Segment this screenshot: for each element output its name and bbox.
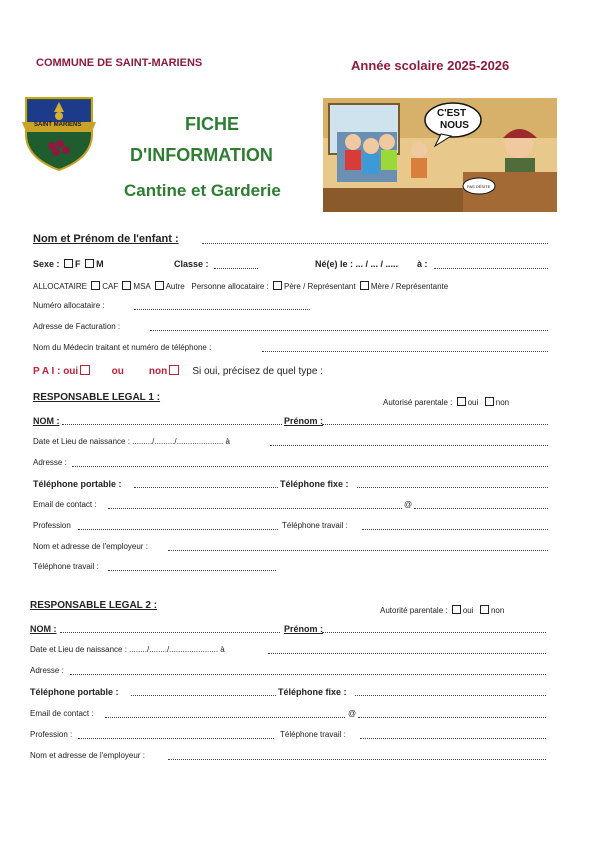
sexe-f-checkbox[interactable] [64, 259, 73, 268]
resp2-travail-field[interactable] [360, 738, 546, 739]
resp1-profession-field[interactable] [78, 529, 278, 530]
born-label: Né(e) le : ... / ... / ..... [315, 259, 399, 269]
resp2-fixe-field[interactable] [355, 695, 546, 696]
resp2-travail-label: Téléphone travail : [280, 730, 346, 739]
resp2-profession-field[interactable] [78, 738, 274, 739]
resp2-non-checkbox[interactable] [480, 605, 489, 614]
resp1-portable-label: Téléphone portable : [33, 479, 122, 489]
crest-logo [20, 92, 98, 172]
commune-name: COMMUNE DE SAINT-MARIENS [36, 57, 203, 69]
sexe-m-checkbox[interactable] [85, 259, 94, 268]
title-line-2: D'INFORMATION [130, 145, 273, 165]
resp2-nom-field[interactable] [60, 632, 280, 633]
resp2-email-label: Email de contact : [30, 709, 94, 718]
numero-alloc-field[interactable] [134, 309, 310, 310]
adresse-fact-label: Adresse de Facturation : [33, 322, 121, 331]
resp2-portable-label: Téléphone portable : [30, 687, 119, 697]
pere-checkbox[interactable] [273, 281, 282, 290]
msa-checkbox[interactable] [122, 281, 131, 290]
resp2-nom-label: NOM : [30, 624, 57, 634]
bubble-text-1: C'EST [437, 108, 467, 119]
resp1-at: @ [404, 500, 413, 509]
adresse-fact-field[interactable] [150, 330, 548, 331]
sexe-row: Sexe : F M [33, 259, 104, 269]
cartoon-illustration [323, 98, 557, 212]
resp2-prenom-label: Prénom : [284, 624, 324, 634]
resp2-portable-field[interactable] [131, 695, 276, 696]
resp1-fixe-label: Téléphone fixe : [280, 479, 349, 489]
resp1-portable-field[interactable] [134, 487, 278, 488]
resp2-email-local-field[interactable] [105, 717, 345, 718]
resp1-adresse-field[interactable] [72, 466, 548, 467]
resp1-lieu-field[interactable] [270, 445, 548, 446]
resp1-prenom-label: Prénom : [284, 416, 324, 426]
resp2-autorite: Autorité parentale : oui non [380, 606, 505, 615]
resp2-email-domain-field[interactable] [358, 717, 546, 718]
classe-field[interactable] [214, 268, 258, 269]
bubble-text-3: PAS DÉSITE [467, 184, 491, 189]
autre-checkbox[interactable] [155, 281, 164, 290]
resp1-email-label: Email de contact : [33, 500, 97, 509]
caf-checkbox[interactable] [91, 281, 100, 290]
medecin-field[interactable] [262, 351, 548, 352]
born-place-field[interactable] [434, 268, 548, 269]
resp1-prenom-field[interactable] [322, 424, 548, 425]
resp1-oui-checkbox[interactable] [457, 397, 466, 406]
resp1-travail-label: Téléphone travail : [282, 521, 348, 530]
mere-checkbox[interactable] [360, 281, 369, 290]
crest-text: SAINT MARIENS [34, 122, 82, 128]
medecin-label: Nom du Médecin traitant et numéro de téléphone : [33, 343, 212, 352]
resp1-nom-label: NOM : [33, 416, 60, 426]
resp2-title: RESPONSABLE LEGAL 2 : [30, 600, 158, 611]
resp2-fixe-label: Téléphone fixe : [278, 687, 347, 697]
resp2-oui-checkbox[interactable] [452, 605, 461, 614]
bubble-text-2: NOUS [440, 120, 469, 131]
subtitle: Cantine et Garderie [124, 181, 281, 200]
resp2-profession-label: Profession : [30, 730, 73, 739]
resp2-adresse-field[interactable] [70, 674, 546, 675]
resp2-employeur-label: Nom et adresse de l'employeur : [30, 751, 145, 760]
resp2-prenom-field[interactable] [322, 632, 546, 633]
resp2-employeur-field[interactable] [168, 759, 546, 760]
allocataire-row: ALLOCATAIRE CAF MSA Autre Personne allocataire : Père / Représentant Mère / Représentante [33, 282, 449, 291]
pai-row: P A I : oui ou non Si oui, précisez de quel type : [33, 366, 323, 377]
resp1-profession-label: Profession [33, 521, 71, 530]
classe-label: Classe : [174, 259, 209, 269]
resp1-email-local-field[interactable] [108, 508, 402, 509]
resp1-employeur-label: Nom et adresse de l'employeur : [33, 542, 148, 551]
pai-oui-checkbox[interactable] [80, 365, 90, 375]
resp2-at: @ [348, 709, 357, 718]
resp1-travail-field[interactable] [362, 529, 548, 530]
resp2-lieu-field[interactable] [268, 653, 546, 654]
resp1-email-domain-field[interactable] [414, 508, 548, 509]
resp1-title: RESPONSABLE LEGAL 1 : [33, 392, 161, 403]
resp1-nom-field[interactable] [62, 424, 282, 425]
title-line-1: FICHE [185, 114, 239, 134]
resp1-travail2-label: Téléphone travail : [33, 562, 99, 571]
numero-alloc-label: Numéro allocataire : [33, 301, 105, 310]
resp1-autorite: Autorisé parentale : oui non [383, 398, 510, 407]
resp2-date-label: Date et Lieu de naissance : ......../......../...................... à [30, 645, 225, 654]
school-year: Année scolaire 2025-2026 [351, 58, 510, 73]
resp1-employeur-field[interactable] [168, 550, 548, 551]
resp2-adresse-label: Adresse : [30, 666, 64, 675]
born-at-label: à : [417, 259, 428, 269]
resp1-adresse-label: Adresse : [33, 458, 67, 467]
resp1-date-label: Date et Lieu de naissance : ........./........./..................... à [33, 437, 230, 446]
child-name-label: Nom et Prénom de l'enfant : [33, 233, 179, 245]
resp1-fixe-field[interactable] [357, 487, 548, 488]
pai-non-checkbox[interactable] [169, 365, 179, 375]
resp1-travail2-field[interactable] [108, 570, 276, 571]
resp1-non-checkbox[interactable] [485, 397, 494, 406]
child-name-field[interactable] [202, 243, 548, 244]
